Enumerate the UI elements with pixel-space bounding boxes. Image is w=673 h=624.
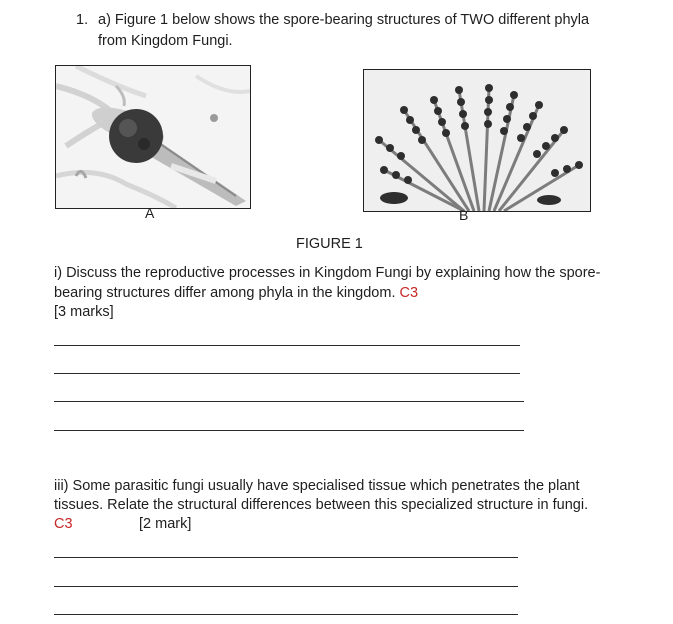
answer-line-iii-3 bbox=[54, 614, 518, 615]
question-number: 1. bbox=[76, 12, 89, 28]
answer-line-i-2 bbox=[54, 373, 520, 374]
question-a-line1: a) Figure 1 below shows the spore-bearing structures of TWO different phyla bbox=[98, 12, 590, 28]
part-i-line2 bbox=[54, 283, 418, 303]
part-iii-line1: iii) Some parasitic fungi usually have specialised tissue which penetrates the plant bbox=[54, 478, 580, 494]
part-i-code: C3 bbox=[399, 285, 419, 301]
answer-line-i-4 bbox=[54, 430, 524, 431]
part-iii-line2: tissues. Relate the structural differences between this specialized structure in fungi. bbox=[54, 497, 589, 513]
figure-a-label: A bbox=[145, 205, 155, 221]
part-i-line1: i) Discuss the reproductive processes in Kingdom Fungi by explaining how the spore- bbox=[54, 265, 601, 281]
question-a-line2: from Kingdom Fungi. bbox=[98, 33, 233, 49]
answer-line-i-3 bbox=[54, 401, 524, 402]
answer-line-i-1 bbox=[54, 345, 520, 346]
answer-line-iii-2 bbox=[54, 586, 518, 587]
part-iii-marks: [2 mark] bbox=[139, 516, 192, 532]
figure-caption: FIGURE 1 bbox=[296, 236, 363, 252]
figure-b-label: B bbox=[459, 207, 469, 223]
answer-line-iii-1 bbox=[54, 557, 518, 558]
part-i-line2-text: bearing structures differ among phyla in the kingdom. bbox=[54, 285, 400, 301]
figure-b-image bbox=[363, 69, 591, 212]
figure-a-image bbox=[55, 65, 251, 209]
part-i-marks: [3 marks] bbox=[54, 304, 114, 320]
part-iii-code: C3 bbox=[54, 516, 73, 532]
